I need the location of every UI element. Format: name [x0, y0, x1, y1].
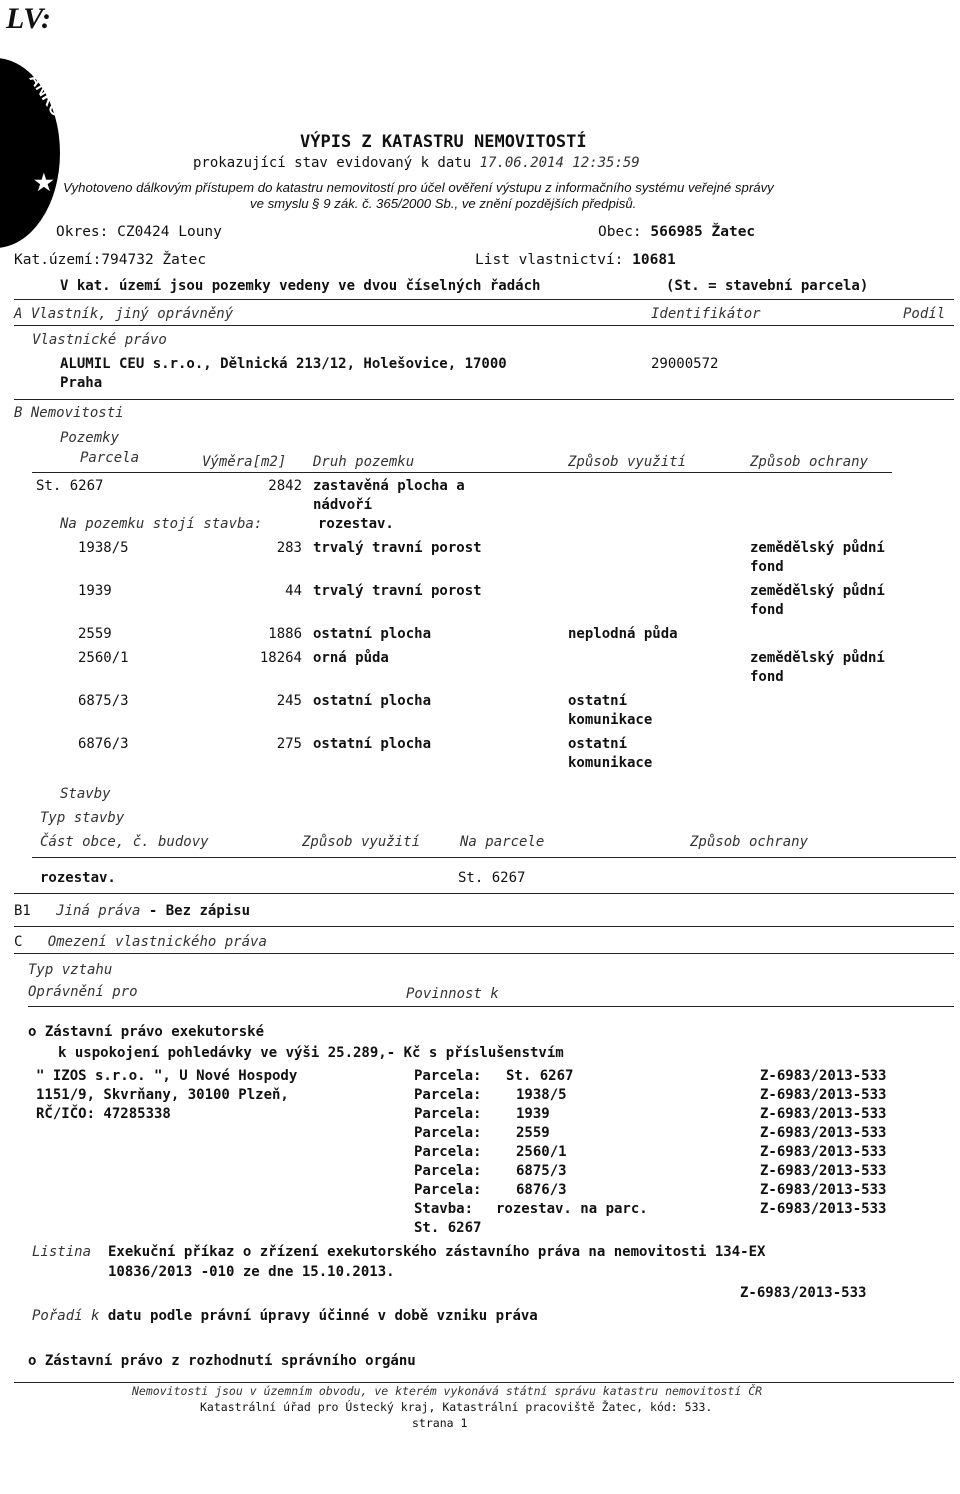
stavba-typ: rozestav.	[40, 870, 116, 886]
section-a-header: A Vlastník, jiný oprávněný	[14, 306, 234, 322]
stavebni-parcela-note: (St. = stavební parcela)	[666, 278, 869, 294]
pozemky-label: Pozemky	[60, 430, 120, 446]
col-na-parcele: Na parcele	[460, 834, 545, 850]
official-seal-icon: ÁNKOVÁ ★	[0, 58, 60, 248]
divider	[32, 472, 892, 473]
creditor-line-3: RČ/IČO: 47285338	[36, 1106, 171, 1122]
poradi: Pořadí k datu podle právní úpravy účinné v době vzniku práva	[32, 1308, 538, 1324]
identifier-header: Identifikátor	[651, 306, 761, 322]
col-stavba-vyuziti: Způsob využití	[302, 834, 421, 850]
section-b-header: B Nemovitosti	[14, 405, 124, 421]
typ-stavby-label: Typ stavby	[40, 810, 125, 826]
share-header: Podíl	[903, 306, 946, 322]
stavby-label: Stavby	[60, 786, 111, 802]
list-vlastnictvi: List vlastnictví: 10681	[475, 252, 676, 268]
divider	[14, 325, 954, 326]
creditor-line-2: 1151/9, Skvrňany, 30100 Plzeň,	[36, 1087, 289, 1103]
divider	[14, 399, 954, 400]
item2-title: o Zástavní právo z rozhodnutí správního orgánu	[28, 1353, 416, 1369]
owner-line-1: ALUMIL CEU s.r.o., Dělnická 213/12, Holešovice, 17000	[60, 356, 507, 372]
divider	[14, 299, 954, 300]
page-number: strana 1	[412, 1416, 468, 1430]
divider	[14, 893, 954, 894]
col-druh: Druh pozemku	[313, 454, 415, 470]
divider	[14, 953, 954, 954]
col-cast-obce: Část obce, č. budovy	[40, 834, 209, 850]
vlastnicke-pravo-label: Vlastnické právo	[32, 332, 167, 348]
owner-line-2: Praha	[60, 375, 103, 391]
subtitle: prokazující stav evidovaný k datu 17.06.2014 12:35:59	[193, 155, 640, 171]
listina-ref: Z-6983/2013-533	[740, 1285, 867, 1301]
col-parcela: Parcela	[80, 450, 140, 466]
povinnost-k-label: Povinnost k	[406, 986, 499, 1002]
legal-line-2: ve smyslu § 9 zák. č. 365/2000 Sb., ve znění pozdějších předpisů.	[250, 196, 637, 211]
footer-line-2: Katastrální úřad pro Ústecký kraj, Katastrální pracoviště Žatec, kód: 533.	[200, 1400, 713, 1414]
okres: Okres: CZ0424 Louny	[56, 224, 222, 240]
footer-divider	[14, 1382, 954, 1383]
footer-line-1: Nemovitosti jsou v územním obvodu, ve kterém vykonává státní správu katastru nemovitostí ČR	[132, 1384, 763, 1398]
na-pozemku-label: Na pozemku stojí stavba:	[60, 516, 263, 532]
obec: Obec: 566985 Žatec	[598, 224, 756, 240]
divider	[32, 857, 956, 858]
creditor-line-1: " IZOS s.r.o. ", U Nové Hospody	[36, 1068, 298, 1084]
section-c-header: C Omezení vlastnického práva	[14, 934, 267, 950]
ciselne-rady-note: V kat. území jsou pozemky vedeny ve dvou číselných řadách	[60, 278, 541, 294]
col-stavba-ochrana: Způsob ochrany	[690, 834, 809, 850]
listina-line-1: Exekuční příkaz o zřízení exekutorského zástavního práva na nemovitosti 134-EX	[108, 1244, 766, 1260]
section-b1: B1 Jiná práva - Bez zápisu	[14, 903, 251, 919]
seal-text: ÁNKOVÁ	[25, 70, 77, 139]
owner-id: 29000572	[651, 356, 719, 372]
col-vymera: Výměra[m2]	[202, 454, 287, 470]
col-ochrana: Způsob ochrany	[750, 454, 869, 470]
item1-desc: k uspokojení pohledávky ve výši 25.289,- Kč s příslušenstvím	[58, 1045, 564, 1061]
katastralni-uzemi: Kat.území:794732 Žatec	[14, 252, 207, 268]
na-pozemku-value: rozestav.	[318, 516, 394, 532]
typ-vztahu-label: Typ vztahu	[28, 962, 113, 978]
opravneni-pro-label: Oprávnění pro	[28, 984, 138, 1000]
divider	[14, 926, 954, 927]
listina-line-2: 10836/2013 -010 ze dne 15.10.2013.	[108, 1264, 395, 1280]
stavba-parcela: St. 6267	[458, 870, 526, 886]
legal-line-1: Vyhotoveno dálkovým přístupem do katastru nemovitostí pro účel ověření výstupu z informačního systému veřejné správy	[63, 180, 774, 195]
col-vyuziti: Způsob využití	[568, 454, 687, 470]
lv-label: LV:	[6, 2, 51, 35]
document-title: VÝPIS Z KATASTRU NEMOVITOSTÍ	[300, 132, 587, 152]
item1-title: o Zástavní právo exekutorské	[28, 1024, 265, 1040]
divider	[28, 1006, 954, 1007]
listina-label: Listina	[32, 1244, 92, 1260]
stavba-parc-line-2: St. 6267	[414, 1220, 482, 1236]
